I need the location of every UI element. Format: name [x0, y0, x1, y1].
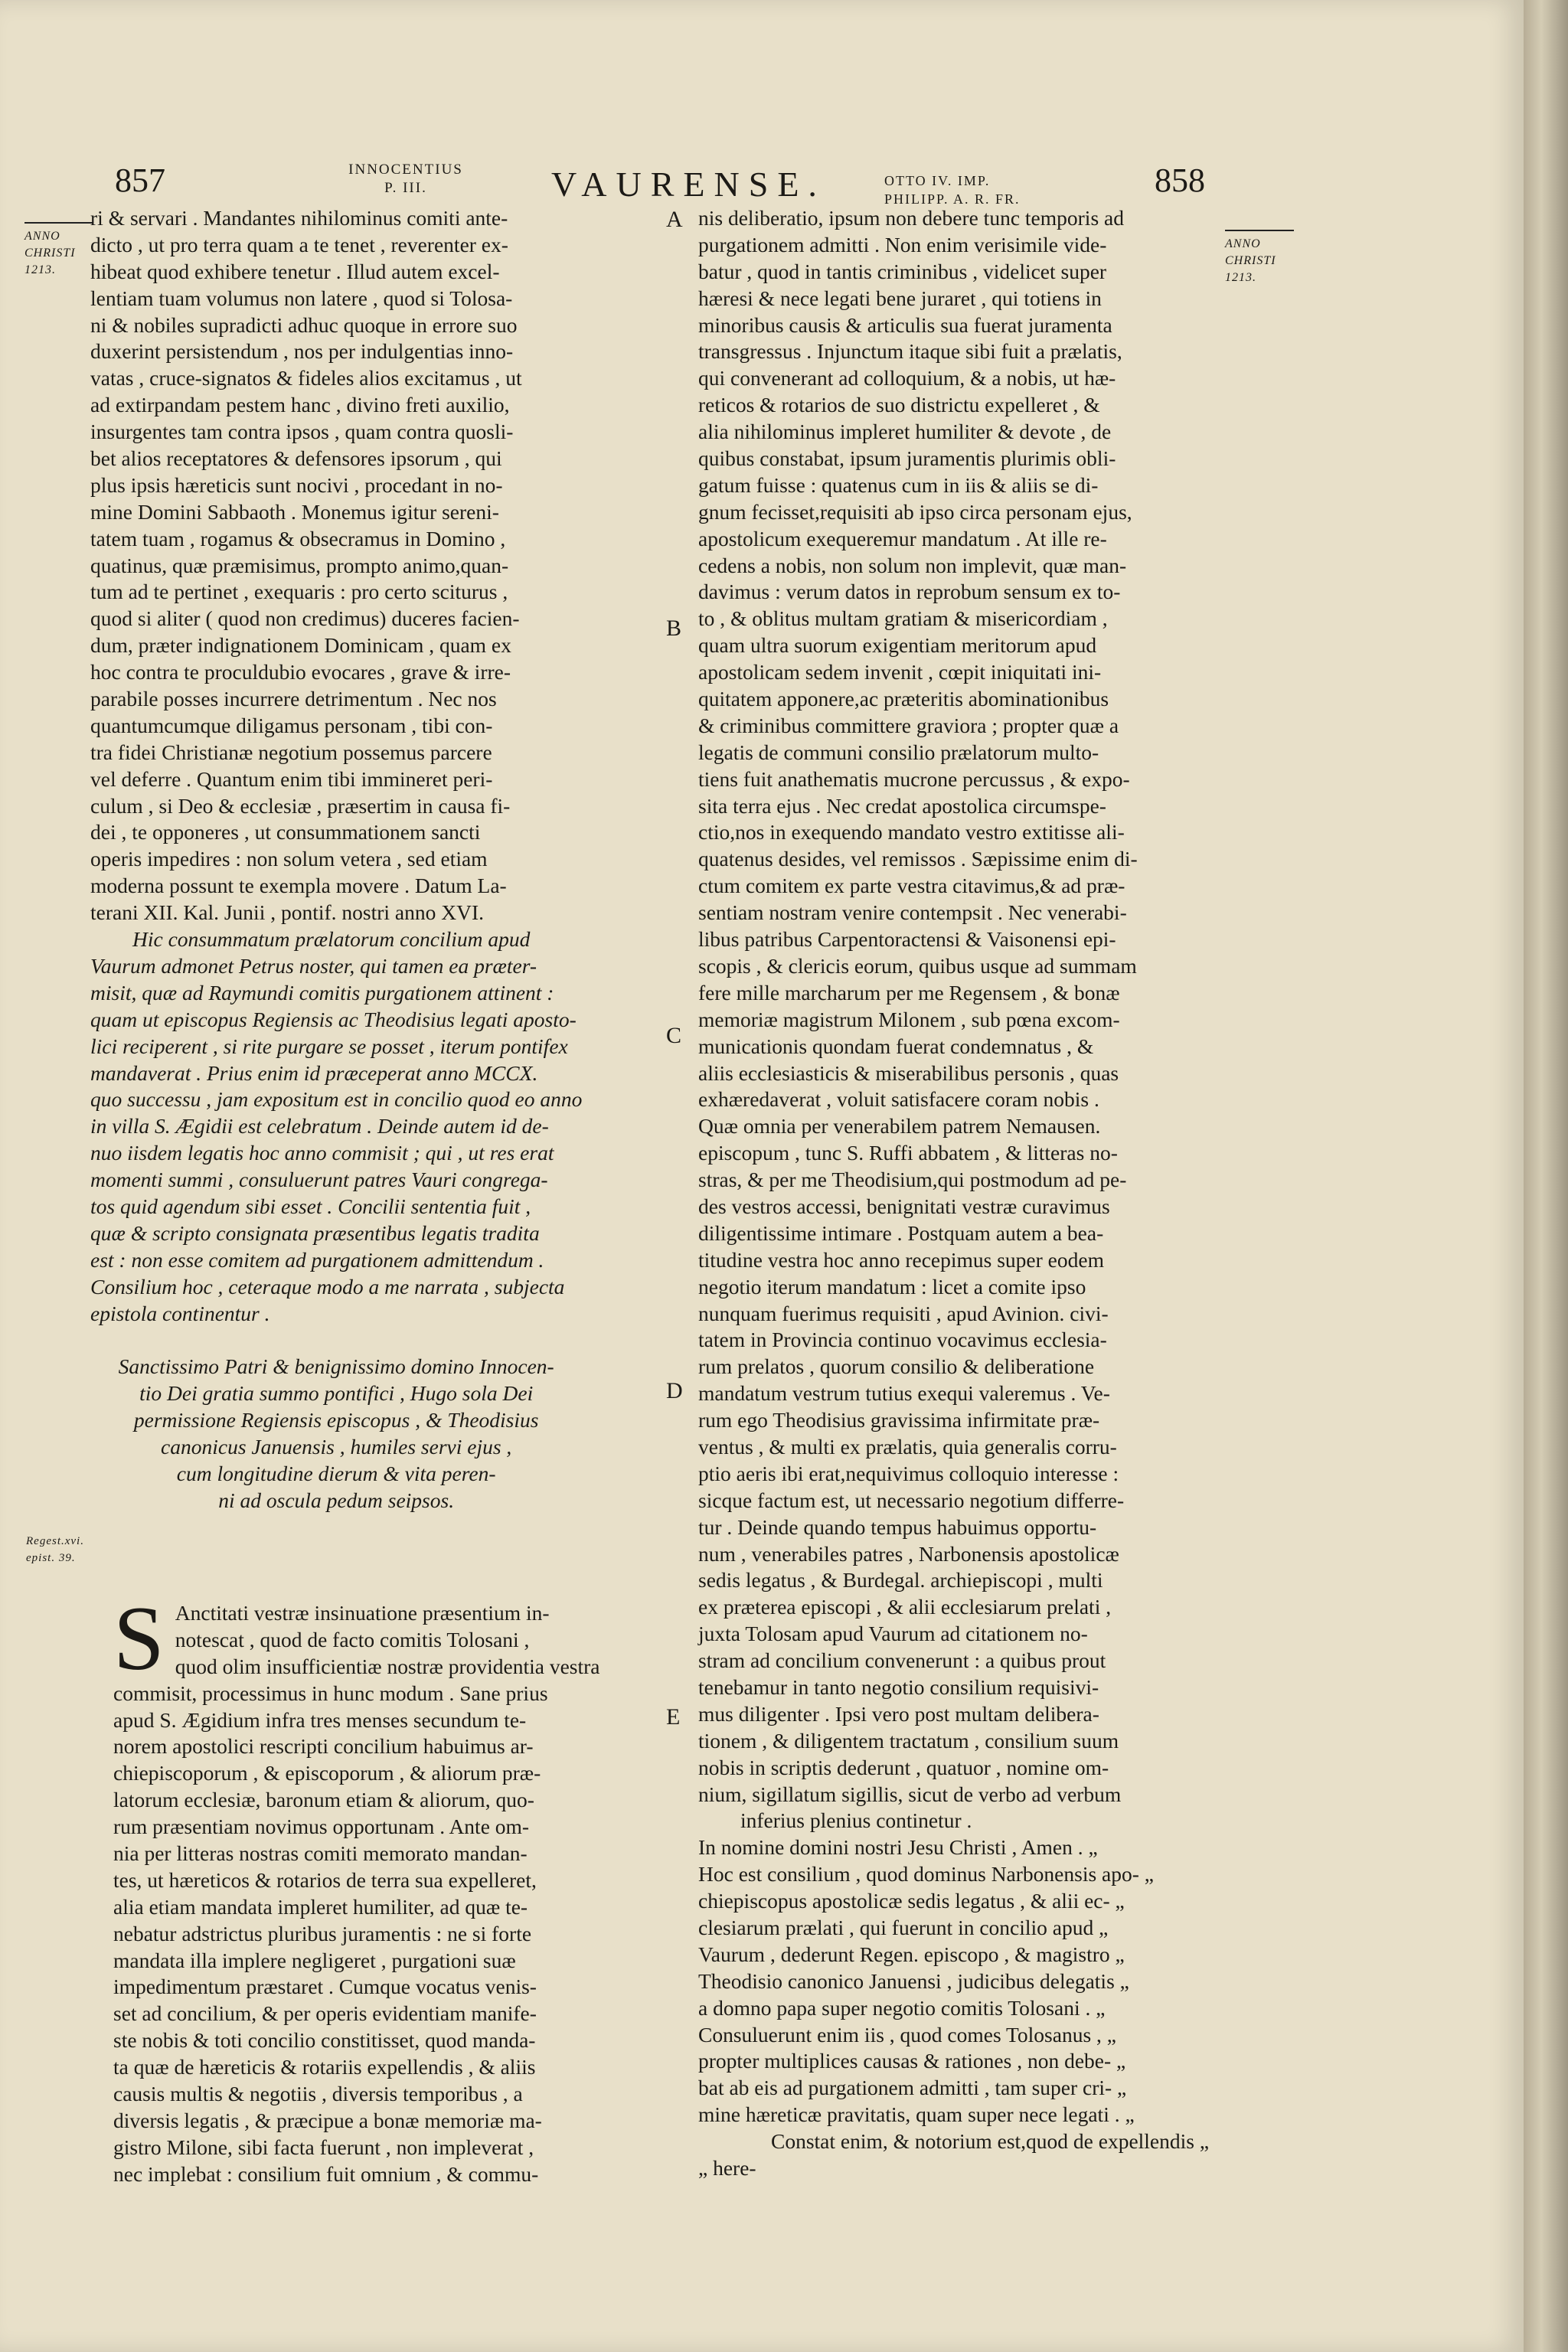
text-line: a domno papa super negotio comitis Tolosani . „	[698, 1995, 1106, 2020]
text-line: mine Domini Sabbaoth . Monemus igitur sereni-	[90, 499, 499, 524]
text-line: lentiam tuam volumus non latere , quod si Tolosa-	[90, 286, 513, 310]
text-line: exhæredaverat , voluit satisfacere coram nobis .	[698, 1087, 1099, 1112]
text-line: dei , te opponeres , ut consummationem sancti	[90, 820, 481, 844]
text-line: purgationem admitti . Non enim verisimile vide-	[698, 232, 1107, 256]
header-right-line1: OTTO IV. IMP.	[884, 173, 991, 188]
text-line: propter multiplices causas & rationes , non debe- „	[698, 2049, 1126, 2073]
text-line: vel deferre . Quantum enim tibi immineret peri-	[90, 766, 493, 791]
page-number-left: 857	[115, 162, 165, 199]
text-line: sita terra ejus . Nec credat apostolica circumspe-	[698, 793, 1106, 818]
text-line: quantumcumque diligamus personam , tibi con-	[90, 713, 493, 737]
header-left-line2: P. III.	[384, 180, 427, 196]
text-line: rum ego Theodisius gravissima infirmitate præ-	[698, 1408, 1100, 1432]
text-line: ctio,nos in exequendo mandato vestro extitisse ali-	[698, 820, 1125, 844]
text-line: alia etiam mandata impleret humiliter, ad quæ te-	[113, 1894, 528, 1919]
text-line: tio Dei gratia summo pontifici , Hugo sola Dei	[139, 1381, 534, 1406]
text-line: rum præsentiam novimus opportunam . Ante om-	[113, 1815, 530, 1839]
text-line: inferius plenius continetur .	[740, 1808, 972, 1833]
text-line: stras, & per me Theodisium,qui postmodum ad pe-	[698, 1168, 1127, 1192]
text-line: memoriæ magistrum Milonem , sub pœna excom-	[698, 1007, 1120, 1031]
drop-cap-initial: S	[113, 1587, 165, 1689]
text-line: nebatur adstrictus pluribus juramentis : ne si forte	[113, 1921, 532, 1945]
margin-year-left: 1213.	[24, 263, 56, 276]
margin-christi-left: CHRISTI	[24, 247, 76, 260]
text-line: quitatem apponere,ac præteritis abominationibus	[698, 687, 1109, 711]
regest-line2: epist. 39.	[26, 1552, 76, 1564]
text-line: est : non esse comitem ad purgationem admittendum .	[90, 1247, 544, 1272]
text-line: ni ad oscula pedum seipsos.	[218, 1488, 455, 1512]
text-line: cum longitudine dierum & vita peren-	[176, 1461, 496, 1485]
section-letter-d: D	[666, 1378, 683, 1403]
text-line: epistola continentur .	[90, 1301, 270, 1325]
text-line: ctum comitem ex parte vestra citavimus,& ad præ-	[698, 874, 1125, 898]
text-line: quam ut episcopus Regiensis ac Theodisius legati aposto-	[90, 1007, 577, 1031]
text-line: impedimentum præstaret . Cumque vocatus venis-	[113, 1975, 537, 1999]
text-line: & criminibus committere graviora ; propter quæ a	[698, 713, 1119, 737]
text-line: negotio iterum mandatum : licet a comite ipso	[698, 1274, 1086, 1298]
text-line: mandaverat . Prius enim id præceperat anno MCCX.	[90, 1060, 538, 1085]
header-left-title	[329, 161, 482, 198]
text-line: nuo iisdem legatis hoc anno commisit ; qui , ut res erat	[90, 1141, 554, 1165]
text-line: mus diligenter . Ipsi vero post multam delibera-	[698, 1701, 1099, 1726]
text-line: reticos & rotarios de suo districtu expelleret , &	[698, 393, 1100, 417]
text-line: legatis de communi consilio prælatorum multo-	[698, 740, 1099, 764]
text-line: quo successu , jam expositum est in concilio quod eo anno	[90, 1087, 583, 1112]
text-line: ptio aeris ibi erat,nequivimus colloquio interesse :	[698, 1461, 1119, 1485]
text-line: Hoc est consilium , quod dominus Narbonensis apo- „	[698, 1862, 1154, 1886]
letter-body-text	[113, 1587, 649, 2188]
text-line: municationis quondam fuerat condemnatus , &	[698, 1034, 1094, 1058]
left-quoted-letter	[90, 205, 582, 926]
text-line: nis deliberatio, ipsum non debere tunc temporis ad	[698, 206, 1124, 230]
header-right-title	[884, 172, 1060, 208]
header-center-title: VAURENSE.	[551, 165, 826, 204]
text-line: dum, præter indignationem Dominicam , quam ex	[90, 633, 511, 658]
text-line: Anctitati vestræ insinuatione præsentium in-	[175, 1601, 550, 1625]
text-line: ni & nobiles supradicti adhuc quoque in errore suo	[90, 312, 518, 337]
text-line: transgressus . Injunctum itaque sibi fuit a prælatis,	[698, 339, 1122, 364]
margin-note-regest	[26, 1533, 95, 1566]
spacer	[90, 1327, 582, 1354]
text-line: in villa S. Ægidii est celebratum . Deinde autem id de-	[90, 1114, 549, 1138]
text-line: des vestros accessi, benignitati vestræ curavimus	[698, 1194, 1110, 1218]
text-line: lici reciperent , si rite purgare se posset , iterum pontifex	[90, 1034, 568, 1058]
text-line: aliis ecclesiasticis & miserabilibus personis , quas	[698, 1060, 1119, 1085]
text-line: quod si aliter ( quod non credimus) duceres facien-	[90, 606, 520, 631]
text-line: nec implebat : consilium fuit omnium , & commu-	[113, 2161, 539, 2186]
text-line: scopis , & clericis eorum, quibus usque ad summam	[698, 953, 1137, 978]
text-line: Consilium hoc , ceteraque modo a me narrata , subjecta	[90, 1274, 565, 1298]
section-letter-e: E	[666, 1704, 681, 1730]
text-line: norem apostolici rescripti concilium habuimus ar-	[113, 1734, 534, 1759]
text-line: notescat , quod de facto comitis Tolosani ,	[175, 1627, 530, 1651]
text-line: culum , si Deo & ecclesiæ , præsertim in causa fi-	[90, 793, 511, 818]
text-line: episcopum , tunc S. Ruffi abbatem , & litteras no-	[698, 1141, 1118, 1165]
text-line: Constat enim, & notorium est,quod de expellendis „	[771, 2129, 1210, 2154]
text-line: apud S. Ægidium infra tres menses secundum te-	[113, 1707, 527, 1732]
text-line: tiens fuit anathematis mucrone percussus , & expo-	[698, 766, 1130, 791]
text-line: momenti summi , consuluerunt patres Vauri congrega-	[90, 1168, 548, 1192]
text-line: set ad concilium, & per operis evidentiam manife-	[113, 2001, 537, 2026]
text-line: davimus : verum datos in reprobum sensum ex to-	[698, 580, 1121, 604]
header-left-line1: INNOCENTIUS	[348, 162, 463, 178]
text-line: duxerint persistendum , nos per indulgentias inno-	[90, 339, 514, 364]
text-line: tum ad te pertinet , exequaris : pro certo sciturus ,	[90, 580, 508, 604]
header-right-line2: PHILIPP. A. R. FR.	[884, 191, 1021, 207]
text-line: hæresi & nece legati bene juraret , qui totiens in	[698, 286, 1102, 310]
text-line: ex præterea episcopi , & alii ecclesiarum prelati ,	[698, 1595, 1112, 1619]
text-line: misit, quæ ad Raymundi comitis purgationem attinent :	[90, 980, 554, 1004]
text-line: ste nobis & toti concilio constitisset, quod manda-	[113, 2028, 536, 2053]
text-line: tes, ut hæreticos & rotarios de terra sua expelleret,	[113, 1867, 537, 1892]
text-line: ri & servari . Mandantes nihilominus comiti ante-	[90, 206, 508, 230]
section-letter-b: B	[666, 616, 682, 641]
text-line: bat ab eis ad purgationem admitti , tam super cri- „	[698, 2076, 1127, 2100]
margin-note-right	[1225, 230, 1332, 286]
text-line: chiepiscoporum , & episcoporum , & aliorum præ-	[113, 1761, 541, 1785]
text-line: Theodisio canonico Januensi , judicibus delegatis „	[698, 1968, 1129, 1993]
text-line: permissione Regiensis episcopus , & Theodisius	[133, 1408, 539, 1432]
text-line: diligentissime intimare . Postquam autem a bea-	[698, 1220, 1104, 1245]
text-line: quibus constabat, ipsum juramentis plurimis obli-	[698, 446, 1116, 471]
text-line: ventus , & multi ex prælatis, quia generalis corru-	[698, 1434, 1117, 1459]
section-letter-a: A	[666, 207, 683, 232]
margin-christi-right: CHRISTI	[1225, 254, 1276, 267]
text-line: tur . Deinde quando tempus habuimus opportu-	[698, 1514, 1097, 1539]
text-line: hibeat quod exhibere tenetur . Illud autem excel-	[90, 259, 500, 283]
text-line: Vaurum admonet Petrus noster, qui tamen ea præter-	[90, 953, 537, 978]
text-line: sedis legatus , & Burdegal. archiepiscopi , multi	[698, 1568, 1103, 1592]
text-line: moderna possunt te exempla movere . Datum La-	[90, 874, 507, 898]
section-letter-c: C	[666, 1023, 682, 1048]
text-line: apostolicam sedem invenit , cœpit iniquitati ini-	[698, 660, 1102, 684]
text-line: nium, sigillatum sigillis, sicut de verbo ad verbum	[698, 1782, 1122, 1806]
text-line: gnum fecisset,requisiti ab ipso circa personam ejus,	[698, 499, 1132, 524]
text-line: tra fidei Christianæ negotium possemus parcere	[90, 740, 492, 764]
margin-note-left	[24, 222, 101, 279]
text-line: cedens a nobis, non solum non implevit, quæ man-	[698, 553, 1127, 577]
text-line: vatas , cruce-signatos & fideles alios excitamus , ut	[90, 366, 522, 390]
text-line: tos quid agendum sibi esset . Concilii sententia fuit ,	[90, 1194, 531, 1218]
text-line: tenebamur in tanto negotio consilium requisivi-	[698, 1674, 1099, 1699]
text-line: Quæ omnia per venerabilem patrem Nemausen.	[698, 1114, 1101, 1138]
text-line: quatinus, quæ præmisimus, prompto animo,quan-	[90, 553, 509, 577]
text-line: tatem tuam , rogamus & obsecramus in Domino ,	[90, 526, 506, 550]
text-line: nobis in scriptis dederunt , quatuor , nomine om-	[698, 1755, 1109, 1779]
margin-anno-right: ANNO	[1225, 237, 1261, 250]
text-line: juxta Tolosam apud Vaurum ad citationem no-	[698, 1622, 1088, 1646]
text-line: ta quæ de hæreticis & rotariis expellendis , & aliis	[113, 2055, 536, 2079]
text-line: Consuluerunt enim iis , quod comes Tolosanus , „	[698, 2022, 1116, 2047]
text-line: chiepiscopus apostolicæ sedis legatus , & alii ec- „	[698, 1889, 1125, 1913]
text-line: quam ultra suorum exigentiam meritorum apud	[698, 633, 1097, 658]
text-line: nia per litteras nostras comiti memorato mandan-	[113, 1841, 528, 1866]
regest-line1: Regest.xvi.	[26, 1535, 84, 1547]
text-line: causis multis & negotiis , diversis temporibus , a	[113, 2082, 523, 2106]
text-line: bet alios receptatores & defensores ipsorum , qui	[90, 446, 502, 471]
page-number-right: 858	[1155, 162, 1205, 199]
editor-commentary	[90, 926, 582, 1327]
text-line: sentiam nostram venire contempsit . Nec venerabi-	[698, 900, 1127, 925]
text-line: fere mille marcharum per me Regensem , & bonæ	[698, 980, 1120, 1004]
text-line: tionem , & diligentem tractatum , consilium suum	[698, 1728, 1119, 1753]
text-line: clesiarum prælati , qui fuerunt in concilio apud „	[698, 1916, 1109, 1939]
text-line: libus patribus Carpentoractensi & Vaisonensi epi-	[698, 927, 1116, 952]
text-line: gistro Milone, sibi facta fuerunt , non impleverat ,	[113, 2135, 534, 2159]
text-line: terani XII. Kal. Junii , pontif. nostri anno XVI.	[90, 900, 485, 925]
text-line: hoc contra te proculdubio evocares , grave & irre-	[90, 660, 511, 684]
text-line: quatenus desides, vel remissos . Sæpissime enim di-	[698, 847, 1138, 871]
text-line: plus ipsis hæreticis sunt nocivi , procedant in no-	[90, 472, 503, 497]
margin-rule-left	[24, 222, 93, 224]
text-line: nunquam fuerimus requisiti , apud Avinion. civi-	[698, 1301, 1109, 1325]
text-line: quæ & scripto consignata præsentibus legatis tradita	[90, 1220, 540, 1245]
margin-rule-right	[1225, 230, 1294, 231]
margin-anno-left: ANNO	[24, 230, 60, 243]
text-line: mine hæreticæ pravitatis, quam super nece legati . „	[698, 2102, 1135, 2127]
text-line: to , & oblitus multam gratiam & misericordiam ,	[698, 606, 1108, 631]
text-line: sicque factum est, ut necessario negotium differre-	[698, 1488, 1125, 1512]
text-line: Sanctissimo Patri & benignissimo domino Innocen-	[118, 1354, 554, 1379]
left-column	[90, 205, 582, 1514]
margin-year-right: 1213.	[1225, 271, 1256, 284]
text-line: canonicus Januensis , humiles servi ejus ,	[161, 1434, 512, 1459]
text-line: apostolicum exequeremur mandatum . At ille re-	[698, 526, 1107, 550]
text-line: quod olim insufficientiæ nostræ providentia vestra	[175, 1654, 600, 1678]
text-line: alia nihilominus impleret humiliter & devote , de	[698, 420, 1112, 444]
text-line: num , venerabiles patres , Narbonensis apostolicæ	[698, 1541, 1119, 1566]
right-column	[698, 205, 1209, 2182]
text-line: mandatum vestrum tutius exequi valeremus . Ve-	[698, 1381, 1110, 1406]
text-line: diversis legatis , & præcipue a bonæ memoriæ ma-	[113, 2108, 542, 2132]
text-line: latorum ecclesiæ, baronum etiam & aliorum, quo-	[113, 1788, 534, 1812]
left-letter-body	[113, 1587, 649, 2188]
text-line: commisit, processimus in hunc modum . Sane prius	[113, 1681, 548, 1705]
text-line: Hic consummatum prælatorum concilium apud	[132, 927, 531, 952]
text-line: tatem in Provincia continuo vocavimus ecclesia-	[698, 1328, 1107, 1352]
letter-address	[90, 1354, 582, 1514]
text-line: „ here-	[698, 2156, 756, 2180]
text-line: ad extirpandam pestem hanc , divino freti auxilio,	[90, 393, 510, 417]
text-line: titudine vestra hoc anno recepimus super eodem	[698, 1247, 1104, 1272]
text-line: rum prelatos , quorum consilio & deliberatione	[698, 1354, 1095, 1379]
text-line: minoribus causis & articulis sua fuerat juramenta	[698, 312, 1112, 337]
text-line: parabile posses incurrere detrimentum . Nec nos	[90, 687, 497, 711]
text-line: In nomine domini nostri Jesu Christi , Amen . „	[698, 1835, 1098, 1860]
text-line: batur , quod in tantis criminibus , videlicet super	[698, 259, 1107, 283]
text-line: qui convenerant ad colloquium, & a nobis, ut hæ-	[698, 366, 1116, 390]
text-line: dicto , ut pro terra quam a te tenet , reverenter ex-	[90, 232, 508, 256]
text-line: mandata illa implere negligeret , purgationi suæ	[113, 1948, 516, 1972]
text-line: insurgentes tam contra ipsos , quam contra quosli-	[90, 420, 514, 444]
text-line: Vaurum , dederunt Regen. episcopo , & magistro „	[698, 1942, 1125, 1966]
text-line: gatum fuisse : quatenus cum in iis & aliis se di-	[698, 472, 1099, 497]
page-edge	[1524, 0, 1568, 2352]
text-line: operis impedires : non solum vetera , sed etiam	[90, 847, 488, 871]
text-line: stram ad concilium convenerunt : a quibus prout	[698, 1648, 1106, 1673]
